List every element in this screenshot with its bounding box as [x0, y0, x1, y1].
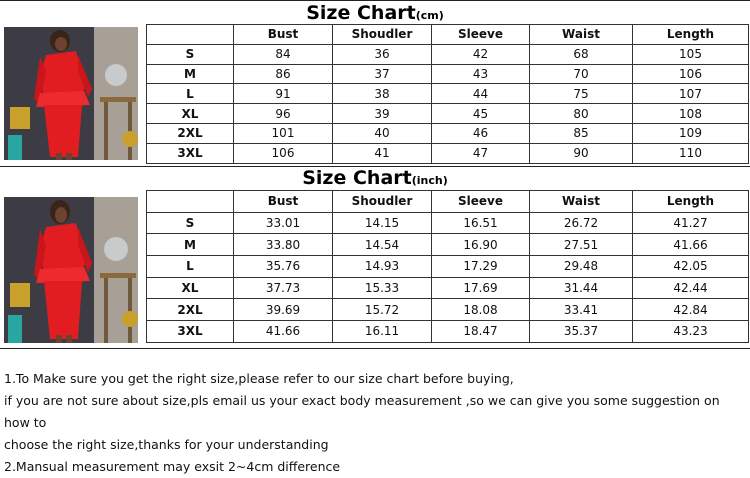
table-cell: 110: [633, 143, 749, 163]
size-cell: S: [147, 212, 234, 234]
table-cell: 80: [530, 104, 633, 124]
table-cell: 101: [234, 123, 333, 143]
size-chart-cm-section: [0, 0, 750, 166]
table-cell: 16.90: [432, 234, 530, 256]
table-cell: 14.54: [333, 234, 432, 256]
table-cell: 17.69: [432, 277, 530, 299]
header-cell: Length: [633, 25, 749, 45]
table-cell: 68: [530, 44, 633, 64]
table-cell: 16.51: [432, 212, 530, 234]
table-row: [147, 277, 749, 299]
size-cell: XL: [147, 104, 234, 124]
table-cell: 14.15: [333, 212, 432, 234]
red-dress-model-image: [4, 197, 138, 343]
table-cell: 47: [432, 143, 530, 163]
header-cell: Shoudler: [333, 25, 432, 45]
table-cell: 105: [633, 44, 749, 64]
table-cell: 86: [234, 64, 333, 84]
title-unit: (cm): [415, 9, 444, 22]
table-cell: 37: [333, 64, 432, 84]
size-cell: M: [147, 64, 234, 84]
table-row: [147, 256, 749, 278]
table-header-row: [147, 191, 749, 213]
table-cell: 27.51: [530, 234, 633, 256]
table-cell: 35.76: [234, 256, 333, 278]
table-cell: 39: [333, 104, 432, 124]
size-chart-cm-title: [0, 2, 750, 24]
table-cell: 106: [234, 143, 333, 163]
table-cell: 14.93: [333, 256, 432, 278]
table-cell: 106: [633, 64, 749, 84]
table-cell: 42.44: [633, 277, 749, 299]
title-text: Size Chart: [302, 167, 412, 189]
header-cell: Shoudler: [333, 191, 432, 213]
table-cell: 85: [530, 123, 633, 143]
table-row: [147, 143, 749, 163]
table-header-row: [147, 25, 749, 45]
header-cell: Sleeve: [432, 191, 530, 213]
table-row: [147, 104, 749, 124]
table-row: [147, 44, 749, 64]
table-cell: 33.01: [234, 212, 333, 234]
table-cell: 29.48: [530, 256, 633, 278]
table-cell: 26.72: [530, 212, 633, 234]
table-cell: 41: [333, 143, 432, 163]
table-row: [147, 84, 749, 104]
table-cell: 75: [530, 84, 633, 104]
size-cell: L: [147, 84, 234, 104]
table-cell: 18.47: [432, 321, 530, 343]
header-cell: Length: [633, 191, 749, 213]
table-cell: 17.29: [432, 256, 530, 278]
table-cell: 37.73: [234, 277, 333, 299]
table-cell: 35.37: [530, 321, 633, 343]
note-line: choose the right size,thanks for your understanding: [4, 437, 329, 452]
table-cell: 45: [432, 104, 530, 124]
table-cell: 84: [234, 44, 333, 64]
table-cell: 41.27: [633, 212, 749, 234]
table-row: [147, 234, 749, 256]
table-cell: 39.69: [234, 299, 333, 321]
size-chart-inch-title: [0, 167, 750, 189]
table-cell: 15.72: [333, 299, 432, 321]
table-cell: 38: [333, 84, 432, 104]
title-unit: (inch): [411, 174, 448, 187]
header-cell: Waist: [530, 25, 633, 45]
model-photo-inch: [4, 197, 138, 343]
table-cell: 91: [234, 84, 333, 104]
table-row: [147, 299, 749, 321]
header-cell: Bust: [234, 25, 333, 45]
note-line: 1.To Make sure you get the right size,please refer to our size chart before buying,: [4, 371, 514, 386]
size-cell: L: [147, 256, 234, 278]
table-cell: 36: [333, 44, 432, 64]
table-cell: 43: [432, 64, 530, 84]
size-cell: XL: [147, 277, 234, 299]
model-photo-cm: [4, 27, 138, 160]
table-cell: 70: [530, 64, 633, 84]
table-cell: 46: [432, 123, 530, 143]
size-cell: M: [147, 234, 234, 256]
table-cell: 96: [234, 104, 333, 124]
table-cell: 42.05: [633, 256, 749, 278]
size-table-inch: [146, 190, 749, 343]
table-cell: 33.80: [234, 234, 333, 256]
size-cell: 3XL: [147, 143, 234, 163]
header-cell: Waist: [530, 191, 633, 213]
title-text: Size Chart: [306, 2, 416, 24]
table-row: [147, 123, 749, 143]
note-line: 2.Mansual measurement may exsit 2~4cm difference: [4, 459, 341, 474]
table-cell: 16.11: [333, 321, 432, 343]
table-cell: 33.41: [530, 299, 633, 321]
red-dress-model-image: [4, 27, 138, 160]
header-cell: Bust: [234, 191, 333, 213]
table-cell: 90: [530, 143, 633, 163]
table-cell: 40: [333, 123, 432, 143]
table-row: [147, 321, 749, 343]
table-cell: 109: [633, 123, 749, 143]
table-cell: 107: [633, 84, 749, 104]
table-cell: 44: [432, 84, 530, 104]
table-cell: 31.44: [530, 277, 633, 299]
size-chart-inch-section: [0, 166, 750, 349]
size-cell: 2XL: [147, 123, 234, 143]
header-cell: [147, 25, 234, 45]
table-cell: 41.66: [633, 234, 749, 256]
size-cell: 3XL: [147, 321, 234, 343]
size-cell: 2XL: [147, 299, 234, 321]
size-notes: [4, 368, 744, 478]
table-row: [147, 64, 749, 84]
table-cell: 41.66: [234, 321, 333, 343]
table-cell: 18.08: [432, 299, 530, 321]
table-cell: 42: [432, 44, 530, 64]
table-cell: 42.84: [633, 299, 749, 321]
header-cell: Sleeve: [432, 25, 530, 45]
table-cell: 108: [633, 104, 749, 124]
table-row: [147, 212, 749, 234]
size-cell: S: [147, 44, 234, 64]
table-cell: 15.33: [333, 277, 432, 299]
size-table-cm: [146, 24, 749, 164]
table-cell: 43.23: [633, 321, 749, 343]
note-line: if you are not sure about size,pls email us your exact body measurement ,so we can give you some suggestion on how to: [4, 393, 720, 430]
header-cell: [147, 191, 234, 213]
